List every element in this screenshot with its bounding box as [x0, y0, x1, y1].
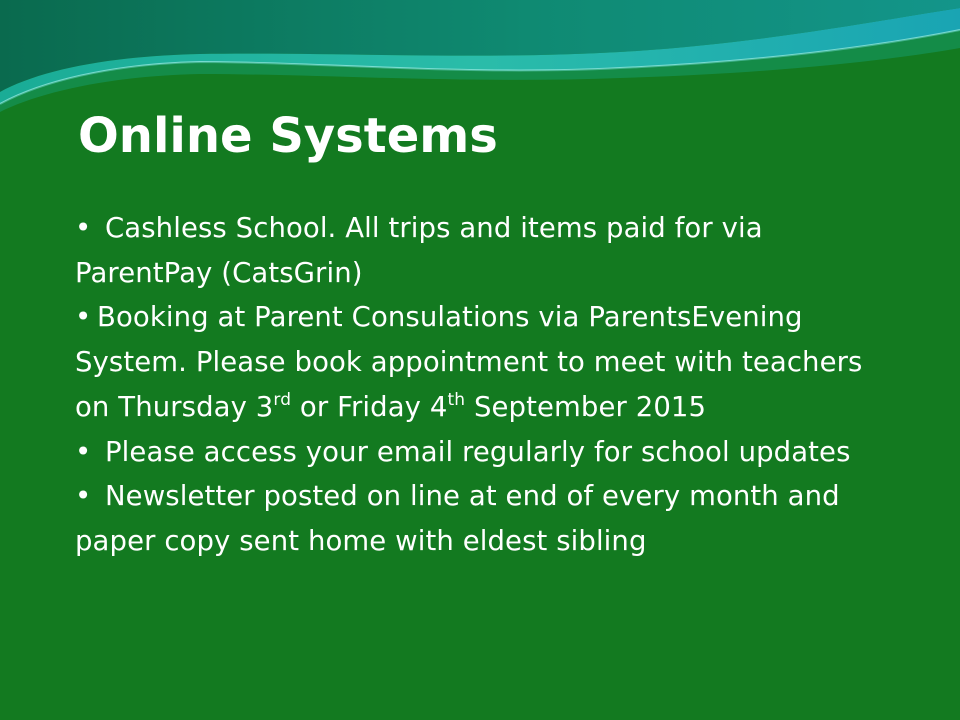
bullet-item-newsletter: [75, 474, 905, 563]
bullet-glyph: •: [75, 480, 92, 513]
bullet-text-part-2: or Friday 4: [291, 390, 448, 423]
bullet-glyph: •: [75, 212, 92, 244]
bullet-item-cashless: [75, 206, 905, 295]
bullet-text-part-1: Booking at Parent Consulations via ParentsEvening System. Please book appointment to meet with teachers on Thursday 3: [75, 301, 863, 423]
bullet-text: Please access your email regularly for school updates: [105, 435, 851, 468]
bullet-item-email: [75, 430, 905, 475]
bullet-text-part-3: September 2015: [465, 390, 707, 423]
bullet-text: Newsletter posted on line at end of every month and paper copy sent home with eldest sibling: [75, 480, 840, 557]
bullet-glyph: •: [75, 435, 92, 468]
slide-title: Online Systems: [78, 108, 498, 164]
bullet-text: Cashless School. All trips and items paid for via ParentPay (CatsGrin): [75, 212, 763, 289]
ordinal-suffix-th: th: [447, 389, 466, 410]
bullet-list: [75, 206, 905, 564]
bullet-item-parent-consultations: [75, 295, 905, 429]
bullet-glyph: •: [75, 301, 92, 334]
ordinal-suffix-rd: rd: [273, 389, 292, 410]
